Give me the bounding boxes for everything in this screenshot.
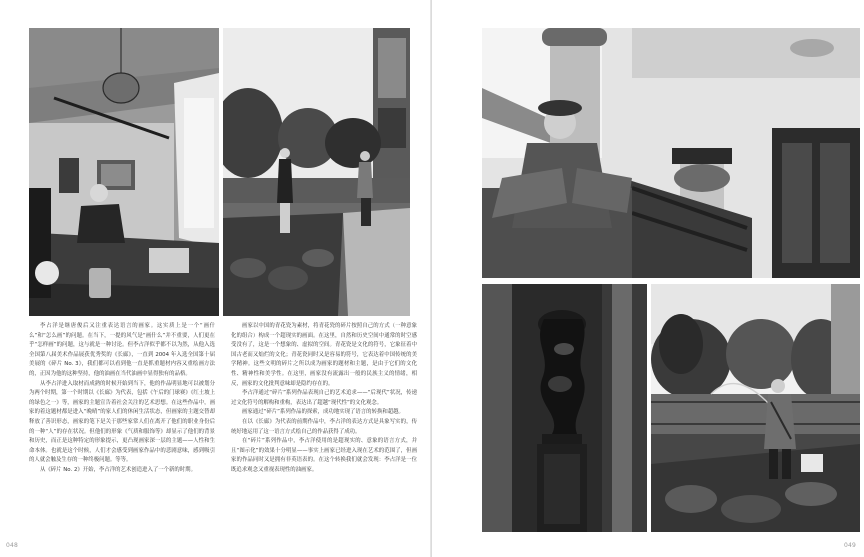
article-column-1 — [29, 322, 215, 476]
balcony-artist-photo — [482, 28, 860, 278]
article-paragraph: 李占洋通过“碎片”系列作品表现自己的艺术追求——“后现代”状况，传递过文化符号的解构和重构，表达出了超越“现代性”的文化观念。 — [231, 390, 417, 406]
balcony-artist-image — [482, 28, 860, 278]
article-paragraph: 从李占洋进入取材而成熟的时候开始到当下，他的作品明显地可以被划分为两个时期，第一个时期以《长廊》为代表，包括《午后的门球赛》《红土坡上的绿色之一》等，画家的主题宣告着社会关注的艺术思想。在这些作品中，画家的着这题材都是进入“晚晴”的家人们的休闲生活状态，但画家的主题交替却释放了善识形态，画家的笔下是关于那些家常人们在离开了他们的职业身份后的一种“人”的存在状况。但他们的形象《气质和服饰等》却显示了他们的背景和历史，而正是这种特定的形象提示，更凸现画家深一层的主题——人性和生命本体。也就是这个时候，人们才会感受到画家作品中的悲剧意味，感到吸引的人就会触及生存的一种终极问题。等等。 — [29, 380, 215, 464]
page-number-left: 048 — [6, 542, 19, 549]
article-paragraph: 在“碎片”系列作品中，李占洋使用的是超现实的、意象的语言方式，并且“图示化”的效果十分明显——事实上画家已经进入现在艺术的范围了，但画家的作品同时又是拥有非英语表的。在这个转换我们就会发现：李占洋是一位既追求观念又重视表现性的油画家。 — [231, 438, 417, 473]
garden-couple-image — [223, 28, 410, 316]
sculpture-photo — [482, 284, 647, 532]
article-paragraph: 在以《长廊》为代表的前期作品中，李占洋的表达方式是具象写实的，传统好地运用了这一语言方式绘自己的作品获得了成功。 — [231, 418, 417, 435]
article-paragraph: 从《碎片 No. 2》开始，李占洋的艺术创造进入了一个新的时期。 — [40, 466, 196, 473]
page-number-right: 049 — [843, 542, 856, 549]
watering-garden-photo — [651, 284, 860, 532]
garden-couple-photo — [223, 28, 410, 316]
studio-interior-image — [29, 28, 219, 316]
article-paragraph: 画家通过“碎片”系列作品的探索，成功地实现了语言的转换和超越。 — [242, 409, 404, 416]
article-paragraph: 李占洋是继唐俊后又注重表达语言的画家。这实质上是一个“画什么”和“怎么画”的问题。在当下，一提的风气是“画什么”并不重要，人们更在乎“怎样画”的问题，这与就是一种讨论。但李占洋似乎都不以为然，从他入选全国第八届美术作品展获优秀奖的《长廊》，一直到 2004 年入选全国第十届美展的《碎片 No. 3》，我们都可以看到他一直是抓重题材内容又重绘画方法的，正因为他的这种坚持，他的油画在当代油画中显得独有的品格。 — [29, 323, 215, 377]
article-paragraph: 画家以中国的青花瓷为素材，将青花瓷的碎片按照自己的方式（一种意象化的组合）构成一个超现实的画面。在这里，自然和历史空间中通常的时空感受没有了，这是一个想象的、虚拟的空间。青花瓷是文化的符号，它象征着中国古老而又灿烂的文化；青花瓷同时又是容易的符号，它表达着中国传统的美学精神。这些文明的碎片之所以成为画家的题材和主题，是由于它们的文化性、精神性和美学性。在这里，画家没有流露出一般的民族主义的情绪，相反，画家的文化批判意味却是隐约存在的。 — [231, 323, 417, 387]
watering-garden-image — [651, 284, 860, 532]
sculpture-image — [482, 284, 647, 532]
article-column-2 — [231, 322, 417, 476]
right-page — [432, 0, 864, 557]
studio-interior-photo — [29, 28, 219, 316]
